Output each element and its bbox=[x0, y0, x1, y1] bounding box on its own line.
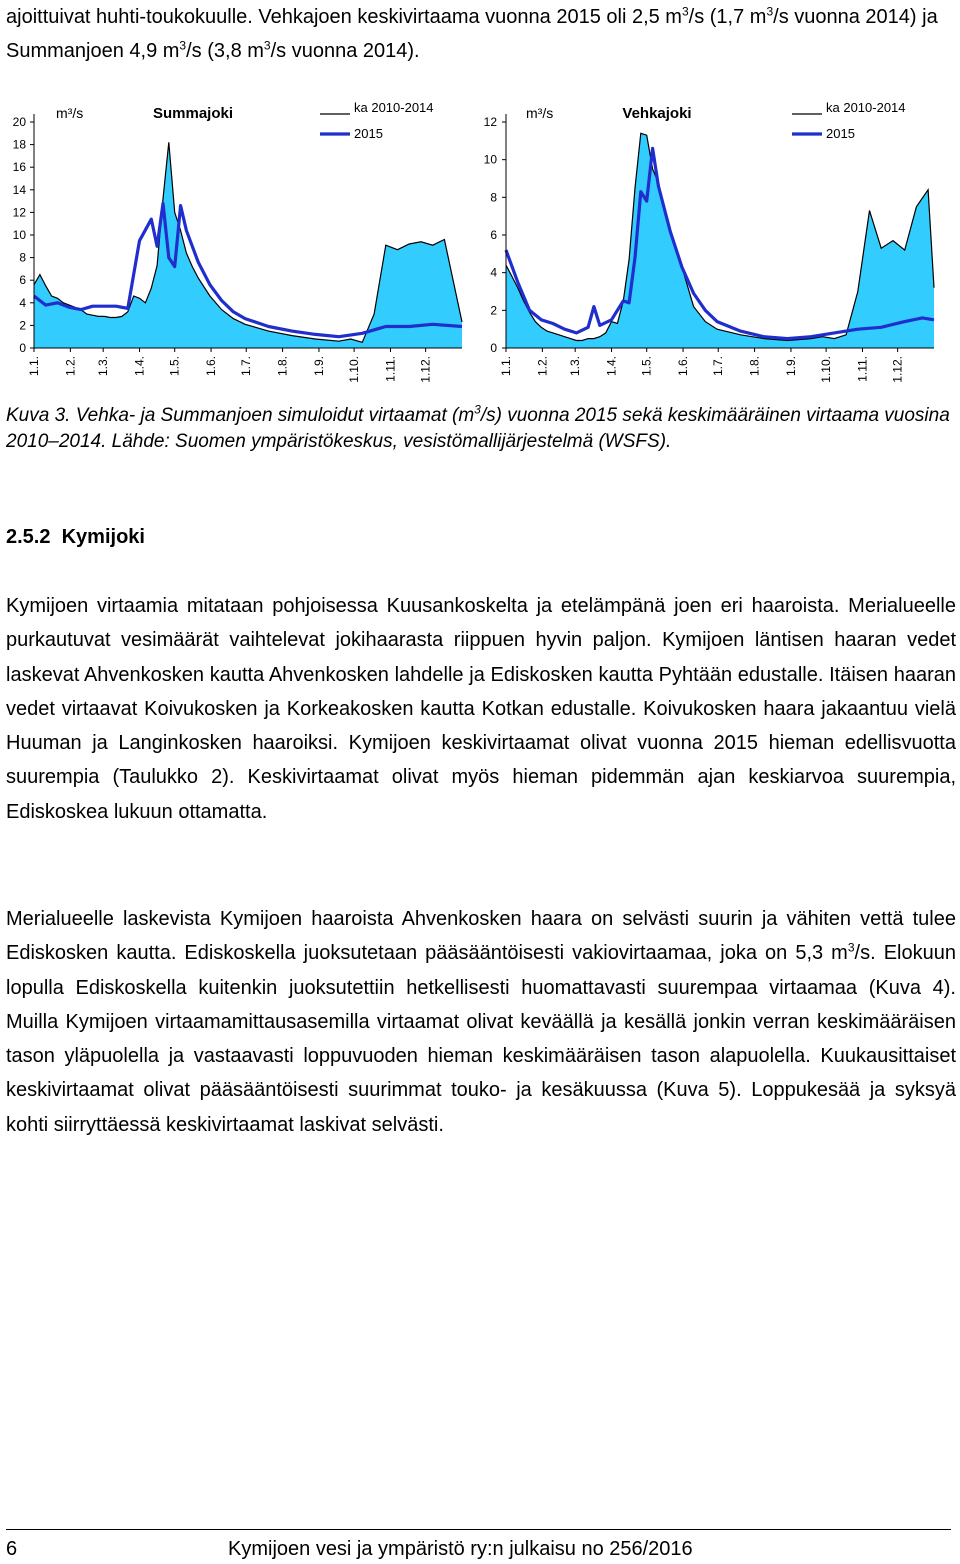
chart-1-unit-label: m³/s bbox=[56, 105, 84, 121]
chart-1-x-tick-label-11: 1.12. bbox=[418, 356, 433, 383]
chart-1-y-tick-label-4: 8 bbox=[19, 250, 26, 265]
chart-1-x-tick-label-4: 1.5. bbox=[167, 356, 182, 377]
chart-2-y-tick-label-6: 12 bbox=[483, 115, 497, 129]
paragraph-2-sup: 3 bbox=[847, 940, 855, 955]
chart-2-x-tick-label-5: 1.6. bbox=[676, 356, 691, 377]
intro-paragraph bbox=[6, 0, 956, 68]
chart-1-y-tick-label-7: 14 bbox=[12, 182, 26, 197]
chart-2-x-tick-label-2: 1.3. bbox=[568, 356, 583, 377]
chart-2-x-tick-label-3: 1.4. bbox=[604, 356, 619, 377]
chart-1-x-tick-label-7: 1.8. bbox=[275, 356, 290, 377]
chart-1-x-tick-label-0: 1.1. bbox=[27, 356, 41, 377]
chart-1-legend-label-1: 2015 bbox=[354, 126, 383, 141]
chart-2-x-tick-label-10: 1.11. bbox=[855, 356, 870, 382]
intro-sup-4: 3 bbox=[263, 38, 271, 53]
chart-2-unit-label: m³/s bbox=[526, 105, 554, 121]
chart-2-y-tick-label-1: 2 bbox=[490, 303, 497, 318]
caption-label: Kuva 3. bbox=[6, 405, 71, 426]
caption-sup: 3 bbox=[474, 402, 481, 417]
chart-2-x-tick-label-11: 1.12. bbox=[890, 356, 905, 383]
chart-2-y-tick-label-2: 4 bbox=[490, 265, 497, 280]
chart-2-group bbox=[484, 100, 934, 383]
chart-2-y-tick-label-3: 6 bbox=[490, 228, 497, 242]
paragraph-1-text: Kymijoen virtaamia mitataan pohjoisessa Kuusankoskelta ja etelämpänä joen eri haaroista. Merialueelle purkautuvat vesimäärät vaihtelevat jokihaarasta riippuen hyvin paljon. Kymijoen läntisen haaran vedet laskevat Ahvenkosken kautta Ahvenkosken lahdelle ja Ediskosken kautta Pyhtään edustalle. Itäisen haaran vedet virtaavat Koivukosken ja Korkeakosken kautta Kotkan edustalle. Koivukosken haara jakaantuu vielä Huuman ja Langinkosken haaroiksi. Kymijoen keskivirtaamat olivat vuonna 2015 hieman edellisvuotta suurempia (Taulukko 2). Keskivirtaamat olivat myös hieman pidemmän ajan keskiarvoa suurempia, Ediskoskea lukuun ottamatta. bbox=[6, 595, 956, 823]
chart-2-x-tick-label-8: 1.9. bbox=[783, 356, 798, 377]
chart-2-x-tick-label-4: 1.5. bbox=[639, 356, 654, 377]
chart-1-y-tick-label-2: 4 bbox=[19, 295, 26, 310]
chart-1-x-tick-label-2: 1.3. bbox=[96, 356, 111, 377]
chart-1-y-tick-label-9: 18 bbox=[12, 137, 26, 152]
chart-1-x-tick-label-9: 1.10. bbox=[347, 356, 362, 383]
paragraph-2-text-2: /s. Elokuun lopulla Ediskoskella kuitenkin juoksutettiin hetkellisesti huomattavasti suurempaa virtaamaa (Kuva 4). Muilla Kymijoen virtaamamittausasemilla virtaamat olivat keväällä ja kesällä jonkin verran keskimääräisen tason yläpuolella ja vastaavasti loppuvuoden hieman keskimääräisen tason alapuolella. Kuukausittaiset keskivirtaamat olivat pääsääntöisesti suurimmat touko- ja kesäkuussa (Kuva 5). Loppukesää ja syksyä kohti siirryttäessä keskivirtaamat laskivat selvästi. bbox=[6, 942, 956, 1136]
body-paragraph-1 bbox=[6, 589, 956, 829]
chart-1-y-tick-label-6: 12 bbox=[12, 205, 26, 220]
intro-text-5: /s vuonna 2014). bbox=[270, 40, 420, 62]
chart-2-y-tick-label-4: 8 bbox=[490, 190, 497, 205]
chart-2-area-2015 bbox=[506, 133, 934, 348]
intro-sup-1: 3 bbox=[681, 4, 689, 19]
chart-2-title: Vehkajoki bbox=[622, 105, 692, 122]
chart-2-x-tick-label-0: 1.1. bbox=[499, 356, 513, 377]
chart-1-y-tick-label-3: 6 bbox=[19, 273, 26, 288]
chart-1-y-tick-label-0: 0 bbox=[19, 341, 26, 355]
chart-1-y-tick-label-10: 20 bbox=[12, 115, 26, 129]
chart-1-y-tick-label-1: 2 bbox=[19, 318, 26, 333]
intro-sup-3: 3 bbox=[179, 38, 187, 53]
intro-text-1: ajoittuivat huhti-toukokuulle. Vehkajoen keskivirtaama vuonna 2015 oli 2,5 m bbox=[6, 6, 682, 28]
paragraph-2-text bbox=[6, 902, 956, 1142]
caption-text-2: /s) vuonna 2015 sekä keskimääräinen virtaama vuosina 2010–2014. Lähde: Suomen ympäristökeskus, vesistömallijärjestelmä (WSFS). bbox=[6, 405, 950, 452]
paragraph-2-text-1: Merialueelle laskevista Kymijoen haaroista Ahvenkosken haara on selvästi suurin ja vähiten vettä tulee Ediskosken kautta. Ediskoskella juoksutetaan pääsääntöisesti vakiovirtaamaa, joka on 5,3 m bbox=[6, 908, 956, 965]
chart-2-x-tick-label-9: 1.10. bbox=[819, 356, 834, 383]
chart-2-y-tick-label-5: 10 bbox=[483, 152, 497, 167]
chart-1-area-2015 bbox=[34, 142, 462, 348]
figure-caption bbox=[6, 403, 956, 455]
chart-2-legend-label-0: ka 2010-2014 bbox=[826, 100, 906, 115]
intro-text-2: /s (1,7 m bbox=[688, 6, 767, 28]
chart-2-x-tick-label-7: 1.8. bbox=[747, 356, 762, 377]
chart-2-x-tick-label-1: 1.2. bbox=[535, 356, 550, 377]
section-number: 2.5.2 bbox=[6, 526, 51, 548]
chart-1-x-tick-label-6: 1.7. bbox=[239, 356, 254, 377]
chart-2-legend-label-1: 2015 bbox=[826, 126, 855, 141]
chart-1-y-tick-label-8: 16 bbox=[12, 160, 26, 175]
chart-2-x-tick-label-6: 1.7. bbox=[711, 356, 726, 377]
chart-1-x-tick-label-5: 1.6. bbox=[204, 356, 219, 377]
chart-1-legend-label-0: ka 2010-2014 bbox=[354, 100, 434, 115]
chart-1-x-tick-label-8: 1.9. bbox=[311, 356, 326, 377]
intro-text-3: /s vuonna 2014) ja Summanjoen 4,9 m bbox=[6, 6, 938, 62]
chart-1-x-tick-label-1: 1.2. bbox=[63, 356, 78, 377]
chart-1-x-tick-label-3: 1.4. bbox=[132, 356, 147, 377]
body-paragraph-2 bbox=[6, 902, 956, 1142]
chart-1-title: Summajoki bbox=[152, 105, 234, 122]
flow-charts-figure bbox=[0, 92, 960, 397]
chart-2-y-tick-label-0: 0 bbox=[490, 341, 497, 355]
footer-rule bbox=[6, 1529, 951, 1530]
page-number: 6 bbox=[6, 1538, 18, 1560]
publication-footer: Kymijoen vesi ja ympäristö ry:n julkaisu no 256/2016 bbox=[228, 1538, 693, 1560]
section-title: Kymijoki bbox=[61, 526, 145, 548]
chart-1-group bbox=[13, 100, 462, 383]
section-heading bbox=[6, 526, 145, 549]
chart-1-x-tick-label-10: 1.11. bbox=[383, 356, 398, 382]
chart-1-y-tick-label-5: 10 bbox=[12, 228, 26, 242]
intro-sup-2: 3 bbox=[766, 4, 774, 19]
intro-text-4: /s (3,8 m bbox=[186, 40, 264, 62]
caption-text-1: Vehka- ja Summanjoen simuloidut virtaamat (m bbox=[70, 405, 475, 426]
